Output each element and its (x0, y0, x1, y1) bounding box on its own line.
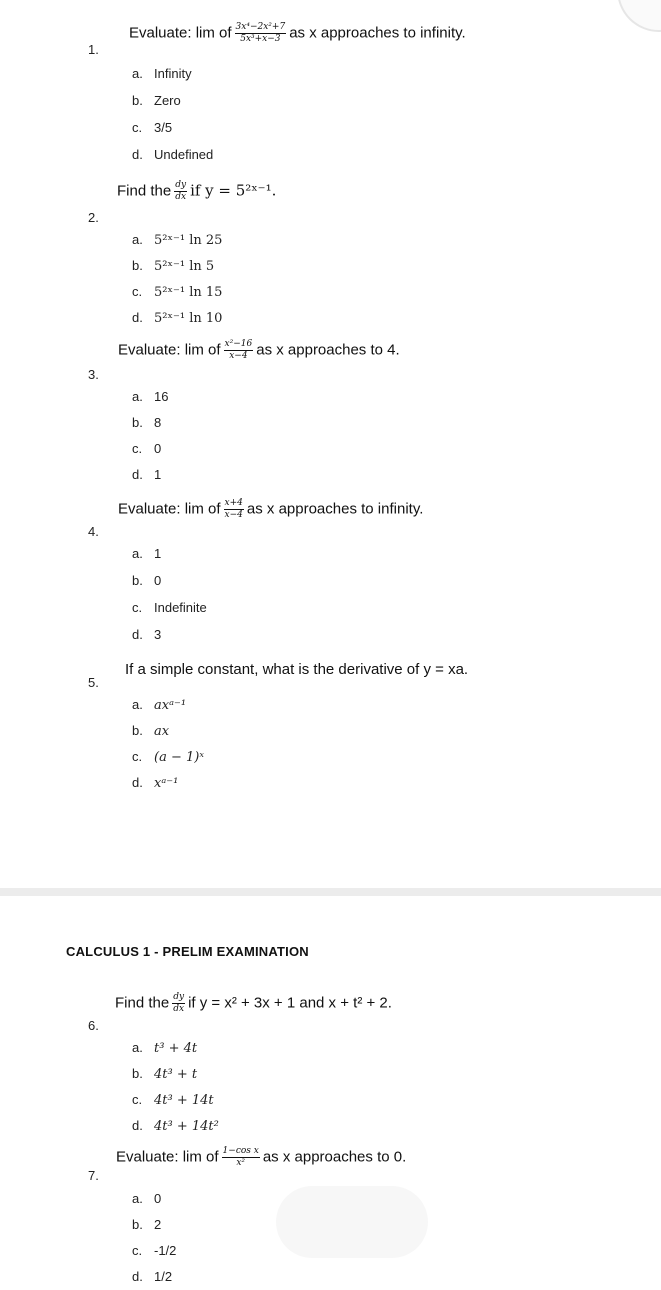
question-7-suffix: as x approaches to 0. (262, 1148, 407, 1166)
question-7-option-d: d. 1/2 (132, 1269, 173, 1284)
question-2-option-a: a. 5²ˣ⁻¹ ln 25 (132, 232, 223, 248)
page-divider (0, 888, 661, 896)
question-1-number: 1. (88, 42, 99, 57)
exam-page-2 (0, 896, 661, 1290)
question-5-option-d: d. xᵃ⁻¹ (132, 775, 179, 791)
question-4-option-d: d. 3 (132, 627, 162, 642)
question-5-stem: If a simple constant, what is the derivative of y = xa. (125, 661, 469, 678)
question-3-suffix: as x approaches to 4. (256, 341, 400, 359)
question-1-suffix: as x approaches to infinity. (289, 24, 466, 42)
question-6-option-a: a. t³ + 4t (132, 1040, 198, 1056)
question-7-option-b: b. 2 (132, 1217, 162, 1232)
question-4-suffix: as x approaches to infinity. (246, 500, 424, 518)
question-2-fraction (174, 180, 187, 203)
question-4-option-b: b. 0 (132, 573, 162, 588)
question-7-option-a: a. 0 (132, 1191, 162, 1206)
question-4-prefix: Evaluate: lim of (118, 500, 221, 518)
question-3-option-b: b. 8 (132, 415, 162, 430)
question-5-option-c: c. (a − 1)ˣ (132, 749, 204, 765)
question-4-number: 4. (88, 524, 99, 539)
question-6-option-b: b. 4t³ + t (132, 1066, 198, 1082)
question-4-numerator: x+4 (224, 498, 243, 508)
question-7-number: 7. (88, 1168, 99, 1183)
question-5-number: 5. (88, 675, 99, 690)
question-4-option-c: c. Indefinite (132, 600, 207, 615)
question-1-prefix: Evaluate: lim of (129, 24, 232, 42)
question-2-denominator: dx (175, 192, 187, 202)
question-4-option-a: a. 1 (132, 546, 162, 561)
question-1-option-b: b. Zero (132, 93, 181, 108)
question-6-number: 6. (88, 1018, 99, 1033)
question-6-denominator: dx (173, 1004, 185, 1014)
question-2-stem (117, 180, 276, 203)
question-3-prefix: Evaluate: lim of (118, 341, 221, 359)
question-4-fraction (224, 498, 244, 521)
question-2-suffix: if y = 5²ˣ⁻¹. (190, 181, 277, 200)
exam-title: CALCULUS 1 - PRELIM EXAMINATION (66, 944, 309, 959)
question-1-option-a: a. Infinity (132, 66, 192, 81)
question-2-prefix: Find the (117, 182, 172, 200)
question-2-numerator: dy (175, 180, 187, 190)
question-3-numerator: x²−16 (224, 339, 253, 349)
question-7-fraction (222, 1146, 260, 1169)
question-3-number: 3. (88, 367, 99, 382)
question-6-prefix: Find the (115, 994, 170, 1012)
question-2-option-c: c. 5²ˣ⁻¹ ln 15 (132, 284, 223, 300)
question-3-option-d: d. 1 (132, 467, 162, 482)
question-5-option-b: b. ax (132, 723, 170, 739)
question-2-option-d: d. 5²ˣ⁻¹ ln 10 (132, 310, 223, 326)
question-3-option-a: a. 16 (132, 389, 169, 404)
question-7-option-c: c. -1/2 (132, 1243, 177, 1258)
question-3-stem (118, 339, 400, 362)
question-4-stem (118, 498, 423, 521)
question-2-number: 2. (88, 210, 99, 225)
question-3-fraction (224, 339, 254, 362)
question-6-stem (115, 992, 392, 1015)
question-6-fraction (172, 992, 185, 1015)
question-7-stem (116, 1146, 406, 1169)
question-3-option-c: c. 0 (132, 441, 162, 456)
question-1-option-d: d. Undefined (132, 147, 214, 162)
question-7-denominator: x² (236, 1158, 246, 1168)
question-2-option-b: b. 5²ˣ⁻¹ ln 5 (132, 258, 215, 274)
question-1-fraction (235, 22, 287, 45)
question-6-numerator: dy (173, 992, 185, 1002)
question-7-prefix: Evaluate: lim of (116, 1148, 219, 1166)
question-5-option-a: a. axᵃ⁻¹ (132, 697, 187, 713)
question-1-numerator: 3x⁴−2x²+7 (235, 22, 286, 32)
page-corner-decoration (617, 0, 661, 32)
question-1-option-c: c. 3/5 (132, 120, 173, 135)
question-1-stem (129, 22, 466, 45)
question-6-option-d: d. 4t³ + 14t² (132, 1118, 219, 1134)
question-1-denominator: 5x³+x−3 (240, 34, 281, 44)
question-4-denominator: x−4 (224, 510, 243, 520)
blurred-overlay-button (276, 1186, 428, 1258)
question-6-suffix: if y = x² + 3x + 1 and x + t² + 2. (188, 994, 392, 1012)
question-3-denominator: x−4 (229, 351, 248, 361)
question-7-numerator: 1−cos x (222, 1146, 259, 1156)
question-6-option-c: c. 4t³ + 14t (132, 1092, 214, 1108)
